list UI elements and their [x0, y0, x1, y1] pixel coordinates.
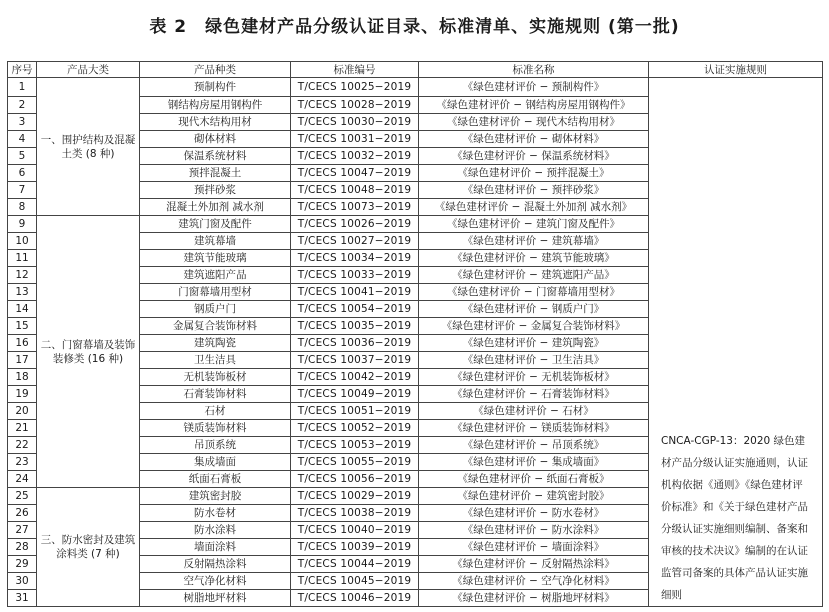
row-number: 29	[8, 556, 37, 573]
standard-name: 《绿色建材评价 − 预拌混凝土》	[419, 165, 649, 182]
product-type: 集成墙面	[140, 454, 291, 471]
category-cell: 三、防水密封及建筑涂料类 (7 种)	[37, 488, 140, 607]
row-number: 12	[8, 267, 37, 284]
row-number: 23	[8, 454, 37, 471]
row-number: 14	[8, 301, 37, 318]
header-standard-code: 标准编号	[291, 62, 419, 78]
row-number: 1	[8, 78, 37, 97]
standard-name: 《绿色建材评价 − 纸面石膏板》	[419, 471, 649, 488]
product-type: 镁质装饰材料	[140, 420, 291, 437]
product-type: 砌体材料	[140, 131, 291, 148]
product-type: 建筑节能玻璃	[140, 250, 291, 267]
standard-name: 《绿色建材评价 − 现代木结构用材》	[419, 114, 649, 131]
row-number: 5	[8, 148, 37, 165]
product-type: 现代木结构用材	[140, 114, 291, 131]
row-number: 24	[8, 471, 37, 488]
product-type: 建筑门窗及配件	[140, 216, 291, 233]
standard-code: T/CECS 10037−2019	[291, 352, 419, 369]
row-number: 7	[8, 182, 37, 199]
row-number: 18	[8, 369, 37, 386]
product-type: 石膏装饰材料	[140, 386, 291, 403]
product-type: 建筑幕墙	[140, 233, 291, 250]
standard-code: T/CECS 10032−2019	[291, 148, 419, 165]
header-category: 产品大类	[37, 62, 140, 78]
standard-name: 《绿色建材评价 − 石材》	[419, 403, 649, 420]
certification-table	[7, 61, 823, 607]
standard-code: T/CECS 10039−2019	[291, 539, 419, 556]
category-cell: 二、门窗幕墙及装饰装修类 (16 种)	[37, 216, 140, 488]
standard-name: 《绿色建材评价 − 建筑幕墙》	[419, 233, 649, 250]
product-type: 建筑陶瓷	[140, 335, 291, 352]
standard-code: T/CECS 10056−2019	[291, 471, 419, 488]
product-type: 金属复合装饰材料	[140, 318, 291, 335]
standard-code: T/CECS 10042−2019	[291, 369, 419, 386]
row-number: 8	[8, 199, 37, 216]
standard-code: T/CECS 10041−2019	[291, 284, 419, 301]
product-type: 墙面涂料	[140, 539, 291, 556]
standard-code: T/CECS 10026−2019	[291, 216, 419, 233]
row-number: 30	[8, 573, 37, 590]
standard-name: 《绿色建材评价 − 镁质装饰材料》	[419, 420, 649, 437]
row-number: 22	[8, 437, 37, 454]
standard-code: T/CECS 10052−2019	[291, 420, 419, 437]
standard-code: T/CECS 10029−2019	[291, 488, 419, 505]
product-type: 门窗幕墙用型材	[140, 284, 291, 301]
product-type: 建筑遮阳产品	[140, 267, 291, 284]
row-number: 4	[8, 131, 37, 148]
product-type: 预拌混凝土	[140, 165, 291, 182]
standard-name: 《绿色建材评价 − 钢质户门》	[419, 301, 649, 318]
product-type: 建筑密封胶	[140, 488, 291, 505]
row-number: 25	[8, 488, 37, 505]
standard-code: T/CECS 10054−2019	[291, 301, 419, 318]
table-title: 表 2 绿色建材产品分级认证目录、标准清单、实施规则 (第一批)	[149, 17, 680, 37]
product-type: 吊顶系统	[140, 437, 291, 454]
rules-cell: CNCA-CGP-13：2020 绿色建材产品分级认证实施通则，认证机构依据《通则》《绿色建材评价标准》和《关于绿色建材产品分级认证实施细则编制、备案和审核的技术决议》编制的在认证监管司备案的具体产品认证实施细则	[649, 78, 823, 607]
standard-name: 《绿色建材评价 − 树脂地坪材料》	[419, 590, 649, 607]
standard-name: 《绿色建材评价 − 无机装饰板材》	[419, 369, 649, 386]
header-rules: 认证实施规则	[649, 62, 823, 78]
standard-code: T/CECS 10044−2019	[291, 556, 419, 573]
standard-code: T/CECS 10031−2019	[291, 131, 419, 148]
standard-code: T/CECS 10036−2019	[291, 335, 419, 352]
product-type: 树脂地坪材料	[140, 590, 291, 607]
standard-code: T/CECS 10051−2019	[291, 403, 419, 420]
product-type: 石材	[140, 403, 291, 420]
product-type: 保温系统材料	[140, 148, 291, 165]
header-standard-name: 标准名称	[419, 62, 649, 78]
standard-code: T/CECS 10047−2019	[291, 165, 419, 182]
product-type: 空气净化材料	[140, 573, 291, 590]
header-product: 产品种类	[140, 62, 291, 78]
standard-code: T/CECS 10055−2019	[291, 454, 419, 471]
category-cell: 一、围护结构及混凝土类 (8 种)	[37, 78, 140, 216]
header-row	[8, 62, 823, 78]
product-type: 钢质户门	[140, 301, 291, 318]
product-type: 预拌砂浆	[140, 182, 291, 199]
standard-name: 《绿色建材评价 − 混凝土外加剂 减水剂》	[419, 199, 649, 216]
standard-code: T/CECS 10028−2019	[291, 97, 419, 114]
standard-name: 《绿色建材评价 − 反射隔热涂料》	[419, 556, 649, 573]
standard-name: 《绿色建材评价 − 预拌砂浆》	[419, 182, 649, 199]
standard-code: T/CECS 10048−2019	[291, 182, 419, 199]
standard-code: T/CECS 10030−2019	[291, 114, 419, 131]
product-type: 混凝土外加剂 减水剂	[140, 199, 291, 216]
standard-name: 《绿色建材评价 − 卫生洁具》	[419, 352, 649, 369]
standard-name: 《绿色建材评价 − 建筑密封胶》	[419, 488, 649, 505]
standard-name: 《绿色建材评价 − 金属复合装饰材料》	[419, 318, 649, 335]
standard-code: T/CECS 10046−2019	[291, 590, 419, 607]
standard-name: 《绿色建材评价 − 建筑门窗及配件》	[419, 216, 649, 233]
row-number: 19	[8, 386, 37, 403]
standard-name: 《绿色建材评价 − 墙面涂料》	[419, 539, 649, 556]
standard-code: T/CECS 10035−2019	[291, 318, 419, 335]
standard-name: 《绿色建材评价 − 砌体材料》	[419, 131, 649, 148]
row-number: 17	[8, 352, 37, 369]
row-number: 3	[8, 114, 37, 131]
standard-code: T/CECS 10073−2019	[291, 199, 419, 216]
standard-name: 《绿色建材评价 − 集成墙面》	[419, 454, 649, 471]
row-number: 16	[8, 335, 37, 352]
row-number: 11	[8, 250, 37, 267]
row-number: 27	[8, 522, 37, 539]
product-type: 反射隔热涂料	[140, 556, 291, 573]
header-no: 序号	[8, 62, 37, 78]
row-number: 28	[8, 539, 37, 556]
standard-name: 《绿色建材评价 − 建筑陶瓷》	[419, 335, 649, 352]
table-row	[8, 78, 823, 97]
standard-name: 《绿色建材评价 − 建筑遮阳产品》	[419, 267, 649, 284]
product-type: 钢结构房屋用钢构件	[140, 97, 291, 114]
product-type: 无机装饰板材	[140, 369, 291, 386]
standard-name: 《绿色建材评价 − 门窗幕墙用型材》	[419, 284, 649, 301]
table-body	[8, 78, 823, 607]
row-number: 13	[8, 284, 37, 301]
product-type: 预制构件	[140, 78, 291, 97]
standard-name: 《绿色建材评价 − 防水涂料》	[419, 522, 649, 539]
standard-name: 《绿色建材评价 − 石膏装饰材料》	[419, 386, 649, 403]
standard-code: T/CECS 10049−2019	[291, 386, 419, 403]
product-type: 防水卷材	[140, 505, 291, 522]
standard-code: T/CECS 10033−2019	[291, 267, 419, 284]
product-type: 卫生洁具	[140, 352, 291, 369]
standard-code: T/CECS 10034−2019	[291, 250, 419, 267]
standard-name: 《绿色建材评价 − 防水卷材》	[419, 505, 649, 522]
standard-name: 《绿色建材评价 − 吊顶系统》	[419, 437, 649, 454]
standard-code: T/CECS 10040−2019	[291, 522, 419, 539]
row-number: 31	[8, 590, 37, 607]
row-number: 2	[8, 97, 37, 114]
product-type: 防水涂料	[140, 522, 291, 539]
product-type: 纸面石膏板	[140, 471, 291, 488]
standard-name: 《绿色建材评价 − 预制构件》	[419, 78, 649, 97]
standard-code: T/CECS 10053−2019	[291, 437, 419, 454]
row-number: 15	[8, 318, 37, 335]
standard-name: 《绿色建材评价 − 钢结构房屋用钢构件》	[419, 97, 649, 114]
row-number: 10	[8, 233, 37, 250]
row-number: 21	[8, 420, 37, 437]
standard-code: T/CECS 10027−2019	[291, 233, 419, 250]
standard-name: 《绿色建材评价 − 建筑节能玻璃》	[419, 250, 649, 267]
row-number: 6	[8, 165, 37, 182]
standard-code: T/CECS 10045−2019	[291, 573, 419, 590]
row-number: 26	[8, 505, 37, 522]
standard-name: 《绿色建材评价 − 空气净化材料》	[419, 573, 649, 590]
standard-code: T/CECS 10025−2019	[291, 78, 419, 97]
standard-code: T/CECS 10038−2019	[291, 505, 419, 522]
row-number: 20	[8, 403, 37, 420]
standard-name: 《绿色建材评价 − 保温系统材料》	[419, 148, 649, 165]
row-number: 9	[8, 216, 37, 233]
